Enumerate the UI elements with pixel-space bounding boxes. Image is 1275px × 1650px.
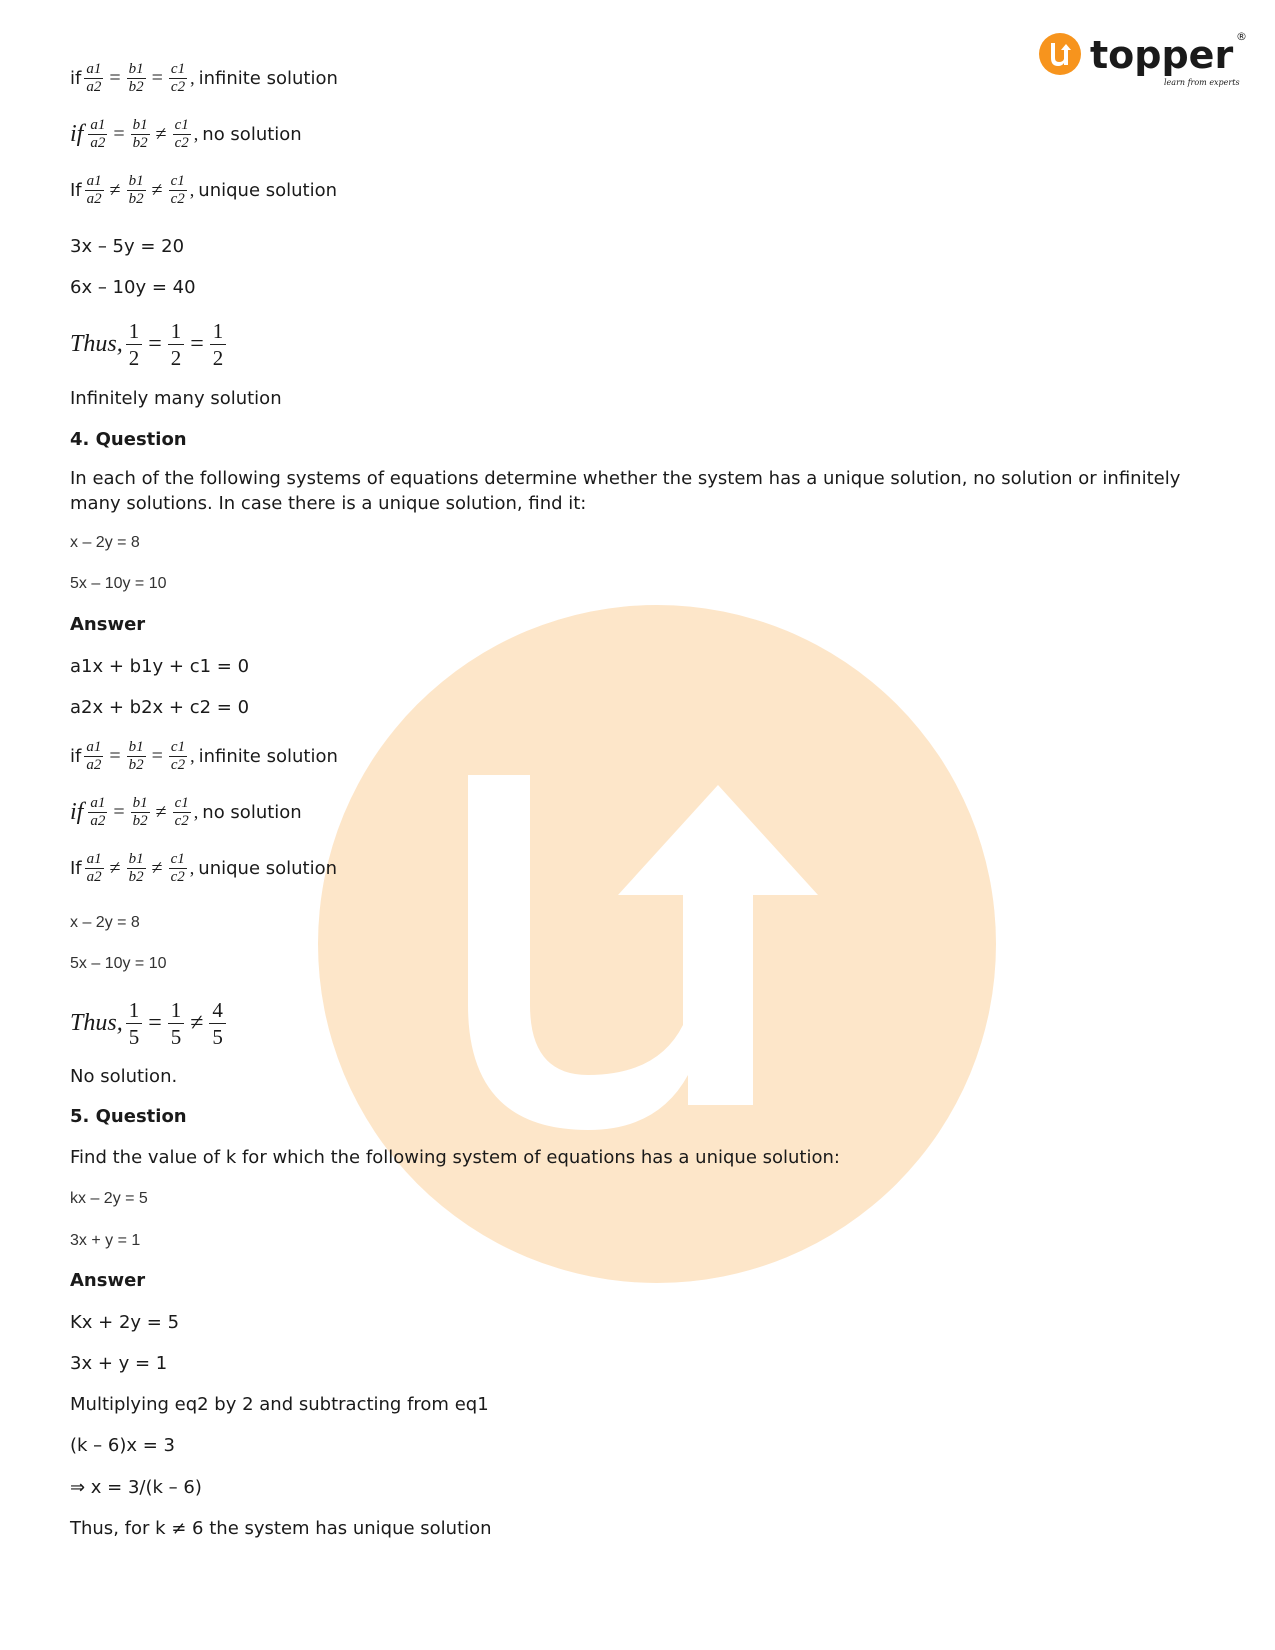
condition-infinite: if $\frac{a1}{a2}$ = $\frac{b1}{b2}$ = $\frac{c1}{c2}$ , infinite solution xyxy=(70,738,338,773)
fraction: $\frac{1}{2}$ xyxy=(168,318,185,371)
equation-line: ⇒ x = 3/(k – 6) xyxy=(70,1477,202,1498)
fraction: $\frac{c1}{c2}$ xyxy=(170,172,185,207)
svg-text:learn from experts: learn from experts xyxy=(1164,78,1240,87)
fraction: $\frac{b1}{b2}$ xyxy=(132,116,148,151)
given-equation: 3x + y = 1 xyxy=(70,1232,141,1249)
condition-unique: If $\frac{a1}{a2}$ ≠ $\frac{b1}{b2}$ ≠ $\frac{c1}{c2}$ , unique solution xyxy=(70,850,338,885)
fraction: $\frac{c1}{c2}$ xyxy=(170,738,186,773)
if-word: if xyxy=(70,798,84,825)
if-word: if xyxy=(70,745,82,767)
result-line: Infinitely many solution xyxy=(70,388,282,409)
explanation-line: Multiplying eq2 by 2 and subtracting from eq1 xyxy=(70,1394,489,1415)
fraction: $\frac{b1}{b2}$ xyxy=(128,850,144,885)
question-heading: 5. Question xyxy=(70,1106,187,1127)
thus-ratio: Thus, $\frac{1}{5}$ = $\frac{1}{5}$ ≠ $\frac{4}{5}$ xyxy=(70,993,229,1053)
question-text: Find the value of k for which the following system of equations has a unique solution: xyxy=(70,1147,840,1168)
fraction: $\frac{c1}{c2}$ xyxy=(170,850,185,885)
question-heading: 4. Question xyxy=(70,429,187,450)
thus-ratio: Thus, $\frac{1}{2}$ = $\frac{1}{2}$ = $\frac{1}{2}$ xyxy=(70,314,229,374)
logo-circle-icon xyxy=(1039,33,1081,75)
fraction: $\frac{b1}{b2}$ xyxy=(128,60,144,95)
fraction: $\frac{4}{5}$ xyxy=(209,997,226,1050)
condition-text: no solution xyxy=(202,801,302,823)
condition-text: no solution xyxy=(202,123,302,145)
given-equation: x – 2y = 8 xyxy=(70,914,140,931)
given-equation: 5x – 10y = 10 xyxy=(70,955,167,972)
given-equation: 5x – 10y = 10 xyxy=(70,575,167,592)
condition-infinite: if $\frac{a1}{a2}$ = $\frac{b1}{b2}$ = $\frac{c1}{c2}$ , infinite solution xyxy=(70,60,338,95)
fraction: $\frac{1}{2}$ xyxy=(126,318,143,371)
answer-heading: Answer xyxy=(70,1270,146,1291)
fraction: $\frac{c1}{c2}$ xyxy=(174,116,189,151)
if-word: if xyxy=(70,120,84,147)
condition-text: infinite solution xyxy=(198,67,338,89)
if-word: If xyxy=(70,857,82,879)
fraction: $\frac{1}{5}$ xyxy=(168,997,185,1050)
fraction: $\frac{b1}{b2}$ xyxy=(128,172,144,207)
equation-line: 6x – 10y = 40 xyxy=(70,277,196,298)
fraction: $\frac{a1}{a2}$ xyxy=(90,794,106,829)
condition-no-solution: if $\frac{a1}{a2}$ = $\frac{b1}{b2}$ ≠ $\frac{c1}{c2}$ , no solution xyxy=(70,116,302,151)
equation-line: (k – 6)x = 3 xyxy=(70,1435,175,1456)
fraction: $\frac{a1}{a2}$ xyxy=(86,850,102,885)
result-line: Thus, for k ≠ 6 the system has unique solution xyxy=(70,1518,492,1539)
condition-text: infinite solution xyxy=(198,745,338,767)
fraction: $\frac{a1}{a2}$ xyxy=(90,116,106,151)
fraction: $\frac{1}{2}$ xyxy=(210,318,227,371)
fraction: $\frac{b1}{b2}$ xyxy=(132,794,148,829)
equation-line: Kx + 2y = 5 xyxy=(70,1312,180,1333)
condition-no-solution: if $\frac{a1}{a2}$ = $\frac{b1}{b2}$ ≠ $\frac{c1}{c2}$ , no solution xyxy=(70,794,302,829)
given-equation: x – 2y = 8 xyxy=(70,534,140,551)
equation-line: 3x – 5y = 20 xyxy=(70,236,185,257)
result-line: No solution. xyxy=(70,1066,178,1087)
svg-text:®: ® xyxy=(1236,30,1247,43)
brand-logo xyxy=(1038,28,1248,90)
given-equation: kx – 2y = 5 xyxy=(70,1190,148,1207)
watermark-logo xyxy=(318,605,996,1283)
fraction: $\frac{a1}{a2}$ xyxy=(86,172,102,207)
fraction: $\frac{a1}{a2}$ xyxy=(86,60,102,95)
fraction: $\frac{c1}{c2}$ xyxy=(170,60,186,95)
svg-text:topper: topper xyxy=(1090,33,1234,77)
if-word: If xyxy=(70,179,82,201)
equation-line: a1x + b1y + c1 = 0 xyxy=(70,656,250,677)
question-text: In each of the following systems of equations determine whether the system has a unique solution, no solution or infinitely many solutions. In case there is a unique solution, find it: xyxy=(70,468,1181,514)
fraction: $\frac{b1}{b2}$ xyxy=(128,738,144,773)
if-word: if xyxy=(70,67,82,89)
fraction: $\frac{c1}{c2}$ xyxy=(174,794,189,829)
fraction: $\frac{1}{5}$ xyxy=(126,997,143,1050)
fraction: $\frac{a1}{a2}$ xyxy=(86,738,102,773)
equation-line: a2x + b2x + c2 = 0 xyxy=(70,697,250,718)
answer-heading: Answer xyxy=(70,614,146,635)
condition-text: unique solution xyxy=(198,857,338,879)
condition-text: unique solution xyxy=(198,179,338,201)
condition-unique: If $\frac{a1}{a2}$ ≠ $\frac{b1}{b2}$ ≠ $\frac{c1}{c2}$ , unique solution xyxy=(70,172,338,207)
equation-line: 3x + y = 1 xyxy=(70,1353,168,1374)
